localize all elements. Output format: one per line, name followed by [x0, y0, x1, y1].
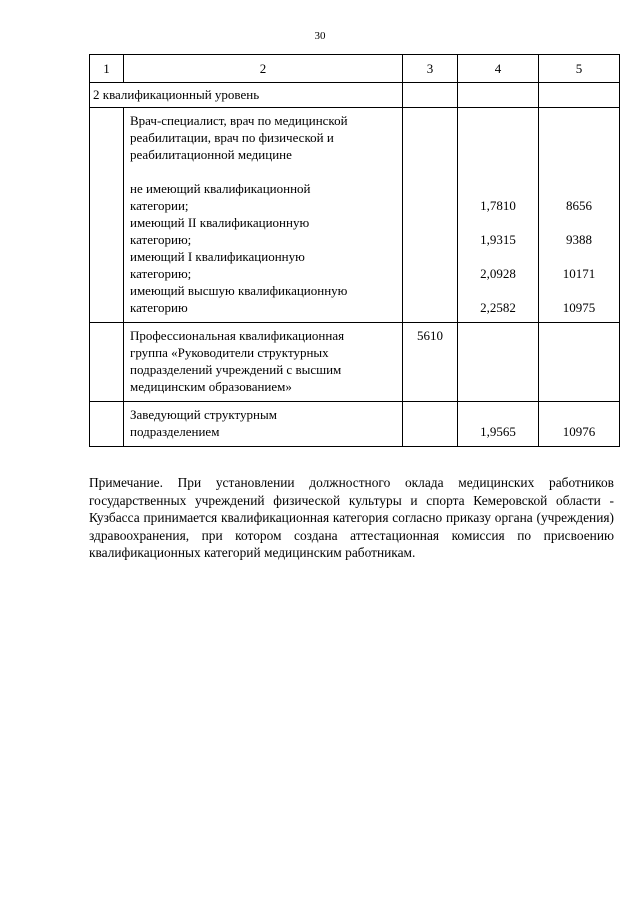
category-line: имеющий II квалификационную — [130, 215, 310, 230]
category-line: категорию; — [130, 232, 192, 247]
salary-value: 9388 — [566, 232, 592, 247]
empty-cell — [403, 402, 458, 447]
empty-cell — [90, 323, 124, 402]
head-description-cell — [124, 402, 403, 447]
table-row-level — [90, 83, 620, 108]
doctor-title-line: Врач-специалист, врач по медицинской — [130, 113, 348, 128]
salary-table — [89, 54, 620, 447]
qualification-level-label: 2 квалификационный уровень — [90, 83, 403, 108]
note-paragraph — [89, 474, 614, 562]
page-number: 30 — [314, 30, 326, 42]
group-line: группа «Руководители структурных — [130, 345, 329, 360]
empty-cell — [403, 108, 458, 323]
category-line: не имеющий квалификационной — [130, 181, 311, 196]
salary-value: 8656 — [566, 198, 592, 213]
category-line: имеющий I квалификационную — [130, 249, 305, 264]
salary-cell — [539, 108, 620, 323]
header-col-1: 1 — [90, 55, 124, 83]
empty-cell — [90, 402, 124, 447]
empty-cell — [539, 323, 620, 402]
header-col-3: 3 — [403, 55, 458, 83]
salary-value: 10975 — [562, 300, 596, 315]
category-line: категорию — [130, 300, 188, 315]
category-line: категории; — [130, 198, 189, 213]
header-col-2: 2 — [124, 55, 403, 83]
doctor-title-line: реабилитации, врач по физической и — [130, 130, 334, 145]
head-line: Заведующий структурным — [130, 407, 277, 422]
coefficient-value: 1,7810 — [480, 198, 516, 213]
group-description-cell — [124, 323, 403, 402]
group-line: подразделений учреждений с высшим — [130, 362, 342, 377]
doctor-description-cell — [124, 108, 403, 323]
coefficient-value: 2,2582 — [480, 300, 516, 315]
table-row-head — [90, 402, 620, 447]
empty-cell — [458, 323, 539, 402]
salary-value: 10171 — [562, 266, 596, 281]
salary-cell — [539, 402, 620, 447]
header-col-4: 4 — [458, 55, 539, 83]
coefficient-value: 1,9565 — [480, 424, 516, 439]
empty-cell — [90, 108, 124, 323]
coefficient-cell — [458, 402, 539, 447]
empty-cell — [458, 83, 539, 108]
header-col-5: 5 — [539, 55, 620, 83]
table-row-group — [90, 323, 620, 402]
coefficient-value: 1,9315 — [480, 232, 516, 247]
table-header-row — [90, 55, 620, 83]
category-line: имеющий высшую квалификационную — [130, 283, 348, 298]
empty-cell — [539, 83, 620, 108]
coefficient-value: 2,0928 — [480, 266, 516, 281]
category-line: категорию; — [130, 266, 192, 281]
empty-cell — [403, 83, 458, 108]
salary-value: 10976 — [562, 424, 596, 439]
doctor-title-line: реабилитационной медицине — [130, 147, 292, 162]
group-line: медицинским образованием» — [130, 379, 292, 394]
table-row-doctor — [90, 108, 620, 323]
coefficient-cell — [458, 108, 539, 323]
head-line: подразделением — [130, 424, 220, 439]
group-line: Профессиональная квалификационная — [130, 328, 345, 343]
base-salary-value: 5610 — [403, 323, 458, 402]
note-text: Примечание. При установлении должностного оклада медицинских работников государственных учреждений физической культуры и спорта Кемеровской области - Кузбасса принимается квалификационная категория согласно приказу органа (учреждения) здравоохранения, при котором создана аттестационная комиссия по присвоению квалификационных категорий медицинским работникам. — [89, 475, 614, 561]
